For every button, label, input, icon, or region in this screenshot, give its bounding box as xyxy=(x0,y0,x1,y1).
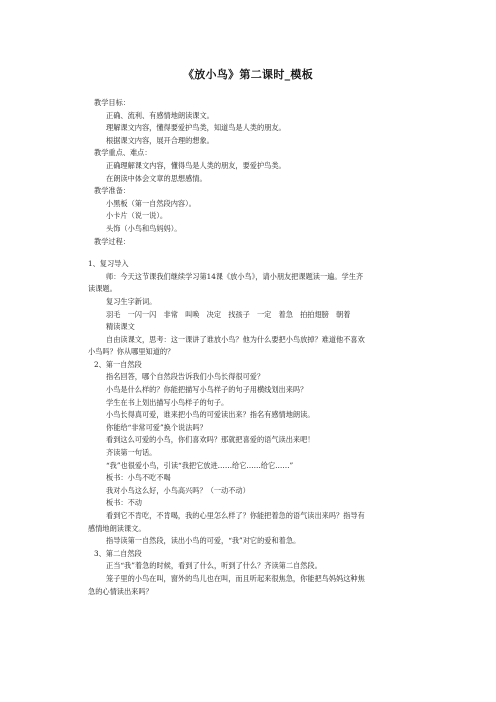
section2-line: 小鸟是什么样的？你能把描写小鸟样子的句子用横线划出来吗？ xyxy=(106,385,308,395)
key-point-item: 正确理解课文内容，懂得鸟是人类的朋友，要爱护鸟类。 xyxy=(106,160,286,170)
intensive-reading-line: 精读课文 xyxy=(106,322,135,332)
section3-line: 正当“我”着急的时候，看到了什么，听到了什么？齐读第二自然段。 xyxy=(106,561,322,571)
section2-line: 你能给“非常可爱”换个说法吗？ xyxy=(106,422,207,432)
review-line: 复习生字新词。 xyxy=(106,296,157,306)
spacer xyxy=(88,248,404,258)
section2-line: 齐读第一句话。 xyxy=(106,448,157,458)
section2-line: 小鸟长得真可爱，谁来把小鸟的可爱读出来？指名有感情地朗读。 xyxy=(106,410,315,420)
page-title: 《放小鸟》第二课时_模板 xyxy=(182,68,314,81)
objective-item: 理解课文内容，懂得要爱护鸟类，知道鸟是人类的朋友。 xyxy=(106,123,286,133)
section1-paragraph-cont: 读课题。 xyxy=(88,284,117,294)
prep-item: 头饰（小鸟和鸟妈妈）。 xyxy=(106,223,182,233)
section2-line: 学生在书上划出描写小鸟样子的句子。 xyxy=(106,397,229,407)
prep-item: 小卡片（说一说）。 xyxy=(106,211,168,221)
prep-item: 小黑板（第一自然段内容）。 xyxy=(106,198,196,208)
objective-item: 根据课文内容，展开合理的想象。 xyxy=(106,135,214,145)
section3-line-cont: 急的心情读出来吗？ xyxy=(88,586,153,596)
section1-heading: 1、复习导入 xyxy=(88,259,129,269)
process-heading: 教学过程： xyxy=(94,236,130,246)
section2-line: 板书：不动 xyxy=(106,498,142,508)
section1-question: 自由读课文，思考：这一课讲了谁放小鸟？他为什么要把小鸟放掉？难道他不喜欢 xyxy=(106,334,365,344)
section2-line: 看到它不肯吃，不肯喝，我的心里怎么样了？你能把着急的语气读出来吗？指导有 xyxy=(106,511,365,520)
section2-heading: 2、第一自然段 xyxy=(94,359,142,369)
objective-item: 正确、流利、有感情地朗读课文。 xyxy=(106,110,214,120)
section1-question-cont: 小鸟吗？你从哪里知道的？ xyxy=(88,347,175,357)
key-point-item: 在朗读中体会文章的思想感情。 xyxy=(106,173,207,183)
section2-line-cont: 感情地朗读课文。 xyxy=(88,523,146,533)
section1-paragraph: 师：今天这节课我们继续学习第14课《放小鸟》，请小朋友把课题读一遍。学生齐 xyxy=(106,271,364,281)
section3-line: 笼子里的小鸟在叫，窗外的鸟儿也在叫，而且听起来很焦急，你能把鸟妈妈这种焦 xyxy=(106,573,365,583)
section2-line: 板书：小鸟不吃不喝 xyxy=(106,473,171,483)
prep-heading: 教学准备： xyxy=(94,186,130,196)
objectives-heading: 教学目标： xyxy=(94,98,130,107)
section2-line: 指名回答，哪个自然段告诉我们小鸟长得很可爱？ xyxy=(106,372,265,382)
section2-line: 我对小鸟这么好，小鸟高兴吗？（一动不动） xyxy=(106,485,250,495)
section2-line: 看到这么可爱的小鸟，你们喜欢吗？那就把喜爱的语气读出来吧！ xyxy=(106,435,315,445)
lesson-content xyxy=(88,97,404,598)
section3-heading: 3、第二自然段 xyxy=(94,548,142,558)
vocabulary-words: 羽毛 一闪一闪 非常 叫唤 决定 找孩子 一定 着急 拍拍翅膀 朝着 xyxy=(106,309,351,319)
section2-line: “我”也很爱小鸟，引读“我把它放进……给它……给它……” xyxy=(106,460,294,470)
section2-line: 指导读第一自然段，读出小鸟的可爱，“我”对它的爱和着急。 xyxy=(106,536,301,546)
key-points-heading: 教学重点、难点： xyxy=(94,148,152,158)
